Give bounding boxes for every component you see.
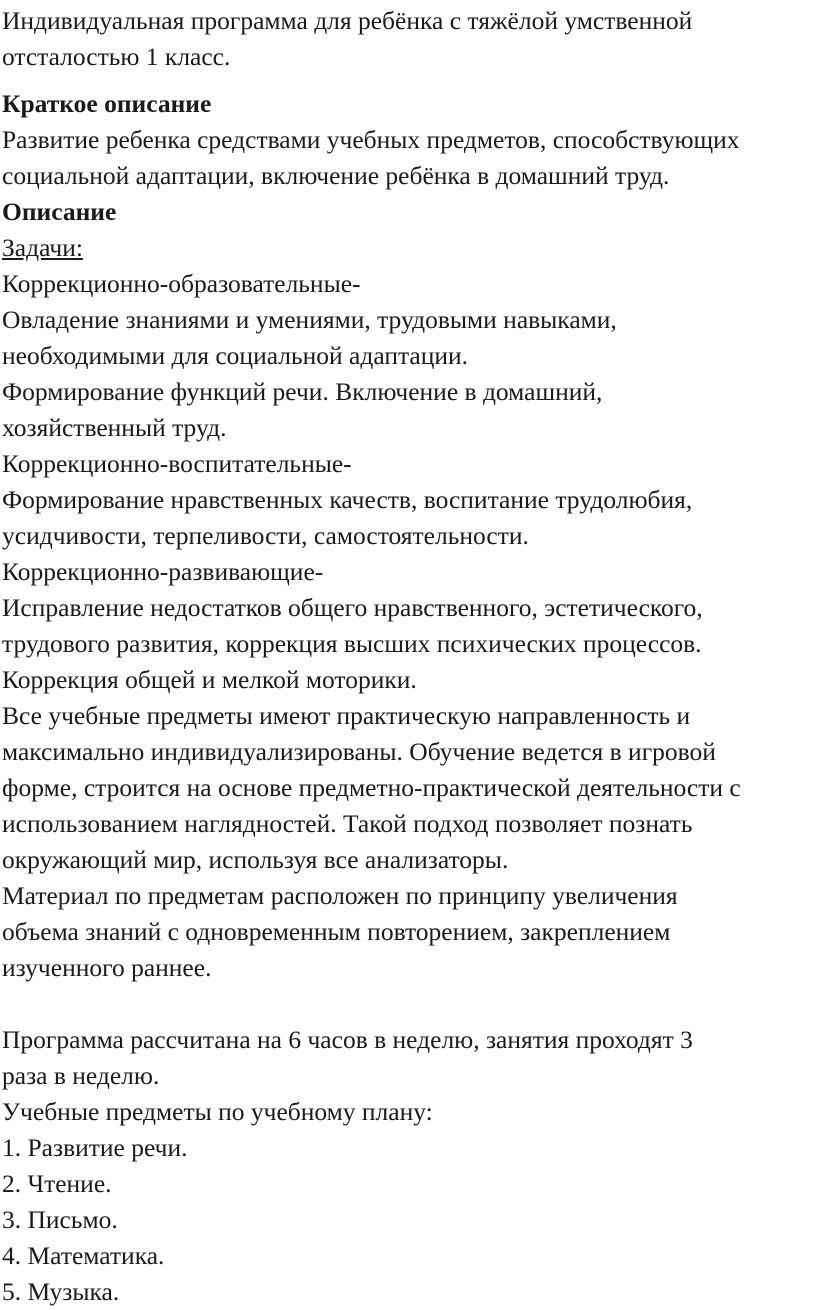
body-line: Коррекционно-развивающие- xyxy=(2,557,324,586)
document-title xyxy=(2,3,816,75)
body-line: Коррекция общей и мелкой моторики. xyxy=(2,665,417,694)
body-line: Все учебные предметы имеют практическую направленность и xyxy=(2,701,691,730)
body-line: изученного раннее. xyxy=(2,953,212,982)
title-line-1: Индивидуальная программа для ребёнка с тяжёлой умственной xyxy=(2,6,693,35)
schedule-section xyxy=(2,1022,816,1130)
body-line: Материал по предметам расположен по принципу увеличения xyxy=(2,881,678,910)
tasks-label: Задачи: xyxy=(2,233,83,262)
description-section xyxy=(2,194,816,986)
body-line: окружающий мир, используя все анализаторы. xyxy=(2,845,509,874)
subject-item: 1. Развитие речи. xyxy=(2,1133,188,1162)
body-line: необходимыми для социальной адаптации. xyxy=(2,341,469,370)
body-line: Формирование нравственных качеств, воспитание трудолюбия, xyxy=(2,485,693,514)
schedule-line: раза в неделю. xyxy=(2,1061,160,1090)
title-line-2: отсталостью 1 класс. xyxy=(2,42,231,71)
body-line: Коррекционно-воспитательные- xyxy=(2,449,352,478)
body-line: усидчивости, терпеливости, самостоятельности. xyxy=(2,521,529,550)
subjects-heading: Учебные предметы по учебному плану: xyxy=(2,1097,433,1126)
body-line: хозяйственный труд. xyxy=(2,413,227,442)
body-line: форме, строится на основе предметно-практической деятельности с xyxy=(2,773,741,802)
short-description-line-2: социальной адаптации, включение ребёнка в домашний труд. xyxy=(2,161,670,190)
subject-item: 4. Математика. xyxy=(2,1241,165,1270)
subject-item: 5. Музыка. xyxy=(2,1277,120,1306)
body-line: объема знаний с одновременным повторением, закреплением xyxy=(2,917,671,946)
description-heading: Описание xyxy=(2,197,117,226)
body-line: использованием наглядностей. Такой подход позволяет познать xyxy=(2,809,693,838)
body-line: Исправление недостатков общего нравственного, эстетического, xyxy=(2,593,703,622)
body-line: максимально индивидуализированы. Обучение ведется в игровой xyxy=(2,737,716,766)
body-line: Овладение знаниями и умениями, трудовыми навыками, xyxy=(2,305,617,334)
short-description-section xyxy=(2,86,816,194)
subject-item: 2. Чтение. xyxy=(2,1169,112,1198)
subject-item: 3. Письмо. xyxy=(2,1205,118,1234)
schedule-line: Программа рассчитана на 6 часов в неделю, занятия проходят 3 xyxy=(2,1025,693,1054)
subjects-list xyxy=(2,1130,816,1310)
body-line: Формирование функций речи. Включение в домашний, xyxy=(2,377,603,406)
short-description-line-1: Развитие ребенка средствами учебных предметов, способствующих xyxy=(2,125,740,154)
body-line: трудового развития, коррекция высших психических процессов. xyxy=(2,629,702,658)
short-description-heading: Краткое описание xyxy=(2,89,212,118)
blank-line xyxy=(2,986,816,1022)
body-line: Коррекционно-образовательные- xyxy=(2,269,361,298)
